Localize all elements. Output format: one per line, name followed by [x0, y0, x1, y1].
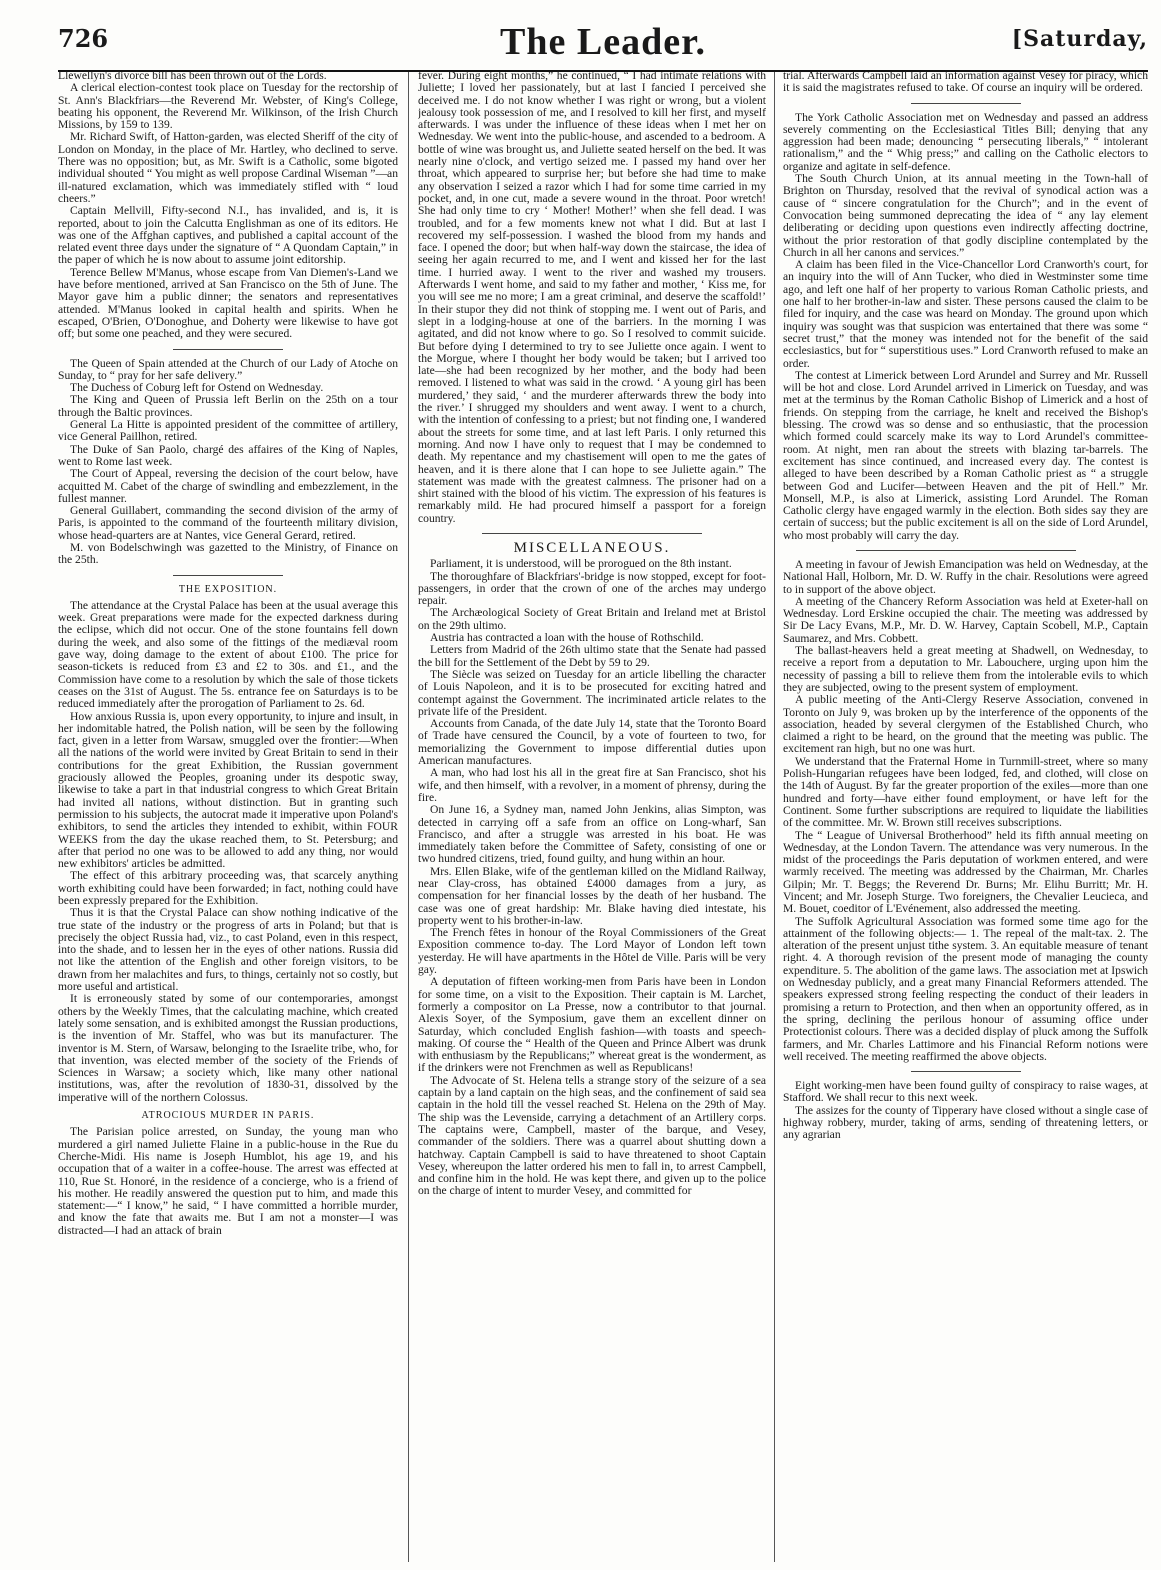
- article-paragraph: trial. Afterwards Campbell laid an information against Vesey for piracy, which it is said the magistrates refused to take. Of course an inquiry will be ordered.: [783, 70, 1148, 95]
- article-paragraph: The Advocate of St. Helena tells a strange story of the seizure of a sea captain by a land captain on the high seas, and the confinement of said sea captain in the hold till the vessel reached St. Helena on the 29th of May. The ship was the Levenside, carrying a detachment of an Artillery corps. The captains were, Campbell, master of the barque, and Vesey, commander of the soldiers. There was a quarrel about shutting down a hatchway. Captain Campbell is said to have threatened to shoot Captain Vesey, whereupon the latter ordered his men to fall in, to arrest Campbell, and confine him in the hold. He was kept there, and given up to the police on the charge of intent to murder Vesey, and committed for: [418, 1073, 766, 1198]
- article-paragraph: Eight working-men have been found guilty of conspiracy to raise wages, at Stafford. We shall recur to this next week.: [783, 1079, 1148, 1105]
- article-paragraph: The contest at Limerick between Lord Arundel and Surrey and Mr. Russell will be hot and close. Lord Arundel arrived in Limerick on Tuesday, and was met at the terminus by the Roman Catholic Bishop of Limerick and a host of friends. On stepping from the carriage, he knelt and received the Bishop's blessing. The crowd was so dense and so enthusiastic, that the procession which formed could scarcely make its way to Lord Arundel's committee-room. At night, men ran about the streets with blazing tar-barrels. The excitement has since continued, and increased every day. The contest is alleged to have been described by a Roman Catholic priest as “ a struggle between God and Lucifer—between Heaven and the pit of Hell.” Mr. Monsell, M.P., is also at Limerick, assisting Lord Arundel. The Roman Catholic clergy have engaged warmly in the election. Both sides say they are certain of success; but the public excitement is all on the side of Lord Arundel, who most probably will carry the day.: [783, 368, 1148, 542]
- article-paragraph: The Duke of San Paolo, chargé des affaires of the King of Naples, went to Rome last week.: [58, 442, 398, 468]
- article-paragraph: How anxious Russia is, upon every opportunity, to injure and insult, in her indomitable hatred, the Polish nation, will be seen by the following fact, given in a letter from Warsaw, smuggled over the frontier:—When all the nations of the world were invited by Great Britain to send in their contributions for the great Exhibition, the Russian government graciously allowed the Peoples, groaning under its despotic sway, likewise to take a part in that industrial congress to which Great Britain had invited all nations, without distinction. But in granting such permission to his subjects, the autocrat made it imperative upon Poland's exhibitors, to send the articles they intended to exhibit, within FOUR WEEKS from the day the ukase reached them, to St. Petersburg; and after that period no one was to be allowed to add any thing, nor would new exhibitors' articles be admitted.: [58, 709, 398, 871]
- article-paragraph: The Parisian police arrested, on Sunday, the young man who murdered a girl named Juliette Flaine in a public-house in the Rue du Cherche-Midi. His name is Joseph Humblot, his age 19, and his occupation that of a waiter in a coffee-house. The arrest was effected at 110, Rue St. Honoré, in the residence of a concierge, who is a friend of his mother. He readily answered the question put to him, and made this statement:—“ I know,” he said, “ I have committed a horrible murder, and know the fate that awaits me. But I am not a monster—I was distracted—I had an attack of brain: [58, 1125, 398, 1237]
- column-divider: [408, 72, 409, 1562]
- article-paragraph: Captain Mellvill, Fifty-second N.I., has invalided, and is, it is reported, about to join the Calcutta Englishman as one of its editors. He was one of the Affghan captives, and published a capital account of the related event three days under the signature of “ A Quondam Captain,” in the paper of which he is now about to assume joint editorship.: [58, 204, 398, 267]
- article-paragraph: Llewellyn's divorce bill has been thrown out of the Lords.: [58, 70, 327, 82]
- article-paragraph: A meeting of the Chancery Reform Association was held at Exeter-hall on Wednesday. Lord Erskine occupied the chair. The meeting was addressed by Sir De Lacy Evans, M.P., Mr. D. W. Harvey, Captain Scobell, M.P., Captain Saumarez, and Mrs. Cobbett.: [783, 594, 1148, 645]
- article-paragraph: A claim has been filed in the Vice-Chancellor Lord Cranworth's court, for an inquiry into the will of Ann Tucker, who died in Westminster some time ago, and left one half of her property to various Roman Catholic priests, and one half to her brother-in-law and sister. These persons caused the claim to be filed for inquiry, and the case was heard on Monday. The ground upon which inquiry was sought was that suspicion was entertained that there was some “ secret trust,” that the money was intended not for the benefit of the said ecclesiastics, but for “ superstitious uses.” Lord Cranworth refused to make an order.: [783, 258, 1148, 370]
- article-paragraph: On June 16, a Sydney man, named John Jenkins, alias Simpton, was detected in carrying off a safe from an office on Long-wharf, San Francisco, and after a struggle was arrested in his boat. He was immediately taken before the Committee of Safety, consisting of one or two hundred citizens, tried, found guilty, and hung within an hour.: [418, 803, 766, 866]
- section-heading-exposition: THE EXPOSITION.: [178, 583, 278, 595]
- article-paragraph: The thoroughfare of Blackfriars'-bridge is now stopped, except for foot-passengers, in order that the crown of one of the arches may undergo repair.: [418, 569, 766, 608]
- section-heading-murder: ATROCIOUS MURDER IN PARIS.: [141, 1110, 315, 1122]
- article-paragraph: The Duchess of Coburg left for Ostend on Wednesday.: [70, 381, 324, 395]
- article-paragraph: General Guillabert, commanding the second division of the army of Paris, is appointed to the command of the fourteenth military division, whose head-quarters are at Nantes, vice General Gerard, retired.: [58, 504, 398, 542]
- article-paragraph: A man, who had lost his all in the great fire at San Francisco, shot his wife, and then himself, with a revolver, in a moment of phrensy, during the fire.: [418, 766, 766, 804]
- section-rule: [482, 533, 702, 534]
- article-paragraph: The Suffolk Agricultural Association was formed some time ago for the attainment of the following objects:— 1. The repeal of the malt-tax. 2. The alteration of the present unjust tithe system. 3. An equitable measure of tenant right. 4. A thorough revision of the present mode of managing the county expenditure. 5. The abolition of the game laws. The association met at Ipswich on Wednesday publicly, and a great many Financial Reformers attended. The speakers expressed strong feeling respecting the conduct of their leaders in promising a return to Protection, and then when an opportunity offered, as in the spring, declining the perilous honour of assuming office under Protectionist colours. There was a decided display of pluck among the Suffolk farmers, and Mr. Charles Lattimore and his Financial Reform notions were well received. The meeting reaffirmed the above objects.: [783, 914, 1148, 1063]
- article-paragraph: A meeting in favour of Jewish Emancipation was held on Wednesday, at the National Hall, Holborn, Mr. D. W. Ruffy in the chair. Resolutions were agreed to in support of the above object.: [783, 557, 1148, 596]
- section-rule: [173, 349, 283, 350]
- article-paragraph: The ballast-heavers held a great meeting at Shadwell, on Wednesday, to receive a report from a deputation to Mr. Labouchere, urging upon him the necessity of passing a bill to relieve them from the intolerable evils to which they are subjected, owing to the present system of employment.: [783, 644, 1148, 694]
- article-paragraph: The “ League of Universal Brotherhood” held its fifth annual meeting on Wednesday, at the London Tavern. The attendance was very numerous. In the midst of the proceedings the Paris deputation of workmen entered, and were warmly received. The meeting was addressed by the Chairman, Mr. Charles Gilpin; Mr. T. Beggs; the Reverend Dr. Burns; Mr. Elihu Burritt; Mr. H. Vincent; and Mr. Joseph Sturge. Two foreigners, the Chevalier Leucieca, and M. Bouet, coeditor of L'Evénement, also addressed the meeting.: [783, 828, 1148, 916]
- article-paragraph: The Archæological Society of Great Britain and Ireland met at Bristol on the 29th ultimo.: [418, 606, 766, 632]
- article-paragraph: The Court of Appeal, reversing the decision of the court below, have acquitted M. Cabet of the charge of swindling and embezzlement, in the fullest manner.: [58, 467, 398, 505]
- article-paragraph: It is erroneously stated by some of our contemporaries, amongst others by the Weekly Times, that the calculating machine, which created lately some sensation, and is exhibited amongst the Russian productions, is the invention of Mr. Staffel, who was but its manufacturer. The inventor is M. Stern, of Warsaw, belonging to the Israelite tribe, who, for that invention, was elected member of the society of the Friends of Sciences in Warsaw; a society which, like many other national institutions, was, after the revolution of 1830-31, dissolved by the imperative will of the northern Colossus.: [58, 992, 398, 1104]
- article-paragraph: The Siècle was seized on Tuesday for an article libelling the character of Louis Napoleon, and it is to be prosecuted for exciting hatred and contempt against the Government. The incriminated article relates to the private life of the President.: [418, 667, 766, 718]
- article-paragraph: Mr. Richard Swift, of Hatton-garden, was elected Sheriff of the city of London on Monday, in the place of Mr. Hartley, who declined to serve. There was no opposition; but, as Mr. Swift is a Catholic, some bigoted individual shouted “ You might as well propose Cardinal Wiseman ”—an ill-natured exclamation, which was immediately stifled with “ loud cheers.”: [58, 130, 398, 205]
- article-paragraph: The assizes for the county of Tipperary have closed without a single case of highway robbery, murder, taking of arms, sending of threatening letters, or any agrarian: [783, 1103, 1148, 1142]
- issue-day: [Saturday,: [1011, 26, 1148, 52]
- article-paragraph: A clerical election-contest took place on Tuesday for the rectorship of St. Ann's Blackfriars—the Reverend Mr. Webster, of King's College, beating his opponent, the Reverend Mr. Wilkinson, of the Irish Church Missions, by 159 to 139.: [58, 81, 398, 132]
- masthead-title: The Leader.: [500, 21, 706, 63]
- column-divider: [774, 72, 775, 1562]
- article-paragraph: The effect of this arbitrary proceeding was, that scarcely anything worth exhibiting could have been forwarded; in fact, nothing could have been expressly prepared for the Exhibition.: [58, 869, 398, 907]
- article-paragraph: The attendance at the Crystal Palace has been at the usual average this week. Great preparations were made for the expected darkness during the eclipse, which did not occur. One of the stone fountains fell down during the week, and also some of the fittings of the mediæval room gave way, doing damage to the extent of about £100. The price for season-tickets is reduced from £3 and £2 to 30s. and £1., and the Commission have come to a resolution by which the sale of those tickets ceases on the 31st of August. The 5s. entrance fee on Saturdays is to be reduced immediately after the prorogation of Parliament to 2s. 6d.: [58, 598, 398, 711]
- article-paragraph: We understand that the Fraternal Home in Turnmill-street, where so many Polish-Hungarian refugees have been lodged, fed, and clothed, will close on the 14th of August. By far the greater proportion of the exiles—more than one hundred and forty—have either found employment, or have left for the Continent. Some further subscriptions are required to liquidate the liabilities of the committee. Mr. W. Brown still receives subscriptions.: [783, 754, 1148, 830]
- article-paragraph: fever. During eight months,” he continued, “ I had intimate relations with Juliette; I loved her passionately, but at last I fancied I perceived she deceived me. I do not know whether I was right or wrong, but a violent jealousy took possession of me, and I resolved to kill her first, and myself afterwards. I was under the influence of these ideas when I met her on Wednesday. We went into the public-house, and ascended to a bedroom. A bottle of wine was brought us, and Juliette seated herself on the bed. It was nearly nine o'clock, and vertigo seized me. I passed my hand over her throat, which appeared to surprise her; but before she had time to make any observation I seized a razor which I had for some time carried in my pocket, and, in one cut, made a severe wound in the throat. Poor wretch! She had only time to cry ‘ Mother! Mother!’ when she fell dead. I was troubled, and for a few moments knew not what I did. But at last I recovered my self-possession. I washed the blood from my hands and face. I opened the door; but when half-way down the staircase, the idea of seeing her again recurred to me, and I went and kissed her for the last time. I hurried away. I went to the river and washed my trousers. Afterwards I went home, and said to my father and mother, ‘ Kiss me, for you will see me no more; I am a great criminal, and deserve the scaffold!’ In their stupor they did not think of stopping me. I went out of Paris, and slept in a lodging-house at one of the barriers. In the morning I was agitated, and did not know where to go. So I resolved to commit suicide. But before dying I determined to try to see Juliette once again. I went to the Morgue, where I thought her body would be taken; but I arrived too late—she had been recognized by her mother, and the body had been removed. I listened to what was said in the crowd. ‘ A young girl has been murdered,’ they said, ‘ and the murderer afterwards threw the body into the river.’ I shrugged my shoulders and went away. I went to a church, with the intention of confessing to a priest; but not finding one, I wandered about the streets for some time, and at last left Paris. I only returned this morning. And now I have only to request that I may be condemned to death. My repentance and my chastisement will open to me the gates of heaven, and it is there alone that I can hope to see Juliette again.” The statement was made with the greatest calmness. The prisoner had on a shirt stained with the blood of his victim. The expression of his features is remarkably mild. He had procured himself a passport for a foreign country.: [418, 70, 766, 525]
- section-rule: [911, 1071, 1021, 1072]
- article-paragraph: A deputation of fifteen working-men from Paris have been in London for some time, on a visit to the Exposition. Their captain is M. Larchet, formerly a compositor on La Presse, now a contributor to that journal. Alexis Soyer, of the Symposium, gave them an excellent dinner on Saturday, which concluded English fashion—with toasts and speech-making. Of course the “ Health of the Queen and Prince Albert was drunk with enthusiasm by the Republicans;” whereat great is the wonderment, as if the drinkers were not Frenchmen as well as Republicans!: [418, 975, 766, 1075]
- column-3: [783, 70, 1148, 1565]
- section-heading-miscellaneous: MISCELLANEOUS.: [513, 539, 671, 556]
- article-paragraph: M. von Bodelschwingh was gazetted to the Ministry, of Finance on the 25th.: [58, 540, 398, 567]
- column-2: [418, 70, 766, 1565]
- article-paragraph: Letters from Madrid of the 26th ultimo state that the Senate had passed the bill for the Settlement of the Debt by 59 to 29.: [418, 643, 766, 669]
- article-paragraph: Terence Bellew M'Manus, whose escape from Van Diemen's-Land we have before mentioned, arrived at San Francisco on the 5th of June. The Mayor gave him a public dinner; the senators and representatives attended. M'Manus looked in capital health and spirits. When he escaped, O'Brien, O'Donoghue, and Doherty were likewise to have got off; but some one peached, and they were secured.: [58, 265, 398, 341]
- article-paragraph: The York Catholic Association met on Wednesday and passed an address severely commenting on the Ecclesiastical Titles Bill; denying that any aggression had been made; denouncing “ persecuting liberals,” “ intolerant rationalism,” and the “ Whig press;” and calling on the Catholic electors to organize and agitate in self-defence.: [783, 110, 1148, 173]
- article-paragraph: The Queen of Spain attended at the Church of our Lady of Atoche on Sunday, to “ pray for her safe delivery.”: [58, 356, 398, 382]
- section-rule: [911, 103, 1021, 104]
- article-paragraph: Mrs. Ellen Blake, wife of the gentleman killed on the Midland Railway, near Clay-cross, has obtained £4000 damages from a jury, as compensation for her financial losses by the death of her husband. The case was one of great hardship: Mr. Blake having died intestate, his property went to his brother-in-law.: [418, 864, 766, 927]
- article-paragraph: Austria has contracted a loan with the house of Rothschild.: [430, 631, 704, 645]
- article-paragraph: The French fêtes in honour of the Royal Commissioners of the Great Exposition commence to-day. The Lord Mayor of London left town yesterday. He will have apartments in the Hôtel de Ville. Paris will be very gay.: [418, 926, 766, 977]
- article-paragraph: Thus it is that the Crystal Palace can show nothing indicative of the true state of the industry or the progress of arts in Poland; but that is precisely the object Russia had, viz., to cast Poland, even in this respect, into the shade, and to lessen her in the eyes of other nations. Russia did not like the attention of the English and other foreign visitors, to be drawn from her malachites and furs, to things, certainly not so costly, but more useful and artistical.: [58, 906, 398, 994]
- article-paragraph: Parliament, it is understood, will be prorogued on the 8th instant.: [430, 557, 732, 571]
- article-paragraph: A public meeting of the Anti-Clergy Reserve Association, convened in Toronto on July 9, was broken up by the interference of the opponents of the association, headed by several clergymen of the Established Church, who claimed a right to be heard, on the ground that the meeting was public. The excitement ran high, but no one was hurt.: [783, 693, 1148, 756]
- column-1: [58, 70, 398, 1565]
- page-header: [58, 20, 1148, 72]
- article-paragraph: The King and Queen of Prussia left Berlin on the 25th on a tour through the Baltic provinces.: [58, 393, 398, 419]
- article-paragraph: Accounts from Canada, of the date July 14, state that the Toronto Board of Trade have censured the Council, by a vote of fourteen to two, for memorializing the Government to impose differential duties upon American manufactures.: [418, 717, 766, 768]
- article-paragraph: General La Hitte is appointed president of the committee of artillery, vice General Paillhon, retired.: [58, 418, 398, 444]
- page-number: 726: [58, 24, 109, 53]
- section-rule: [173, 575, 283, 576]
- section-rule: [856, 550, 1076, 551]
- article-paragraph: The South Church Union, at its annual meeting in the Town-hall of Brighton on Thursday, resolved that the revival of synodical action was a cause of “ sincere congratulation for the Church”; and in the event of Convocation being summoned deprecating the idea of “ any lay element deliberating or deciding upon questions even indirectly affecting doctrine, without the prior restoration of that godly discipline contemplated by the Church in all her canons and services.”: [783, 172, 1148, 259]
